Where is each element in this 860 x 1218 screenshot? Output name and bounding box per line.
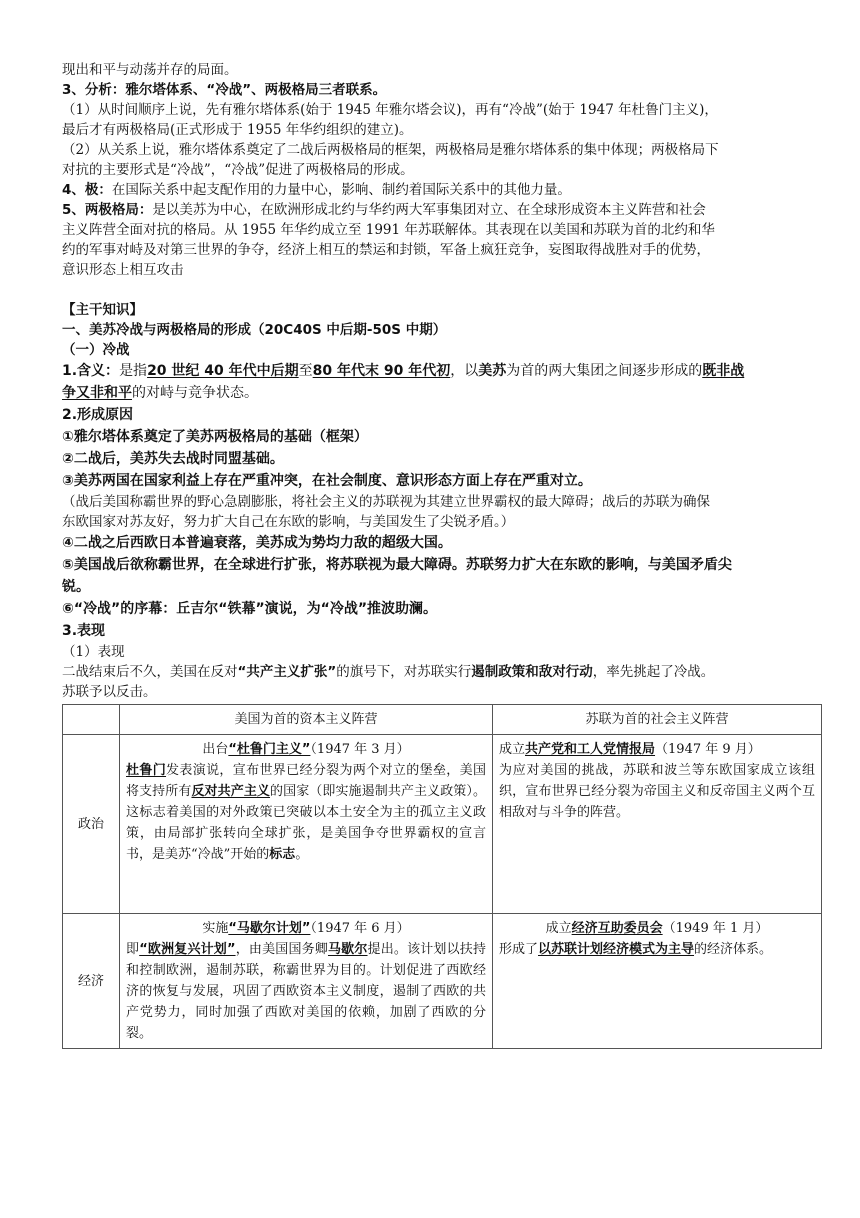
section-title: 【主干知识】 (62, 302, 143, 318)
show-para-2: 苏联予以反击。 (62, 684, 157, 700)
cause-3: ③美苏两国在国家利益上存在严重冲突，在社会制度、意识形态方面上存在严重对立。 (62, 473, 592, 489)
politics-us-body (126, 760, 486, 865)
cell-text: 。 (295, 847, 309, 862)
cause-5b: 锐。 (62, 579, 90, 595)
politics-su-heading (499, 739, 815, 760)
definition-line-1 (62, 360, 822, 382)
table-row-economy (63, 914, 822, 1049)
row-label-economy: 经济 (63, 914, 120, 1049)
cell-text: 形成了 (499, 942, 539, 957)
economy-us-heading (126, 918, 486, 939)
cause-3-note-1: （战后美国称霸世界的野心急剧膨胀，将社会主义的苏联视为其建立世界霸权的最大障碍；战后的苏联为确保 (62, 494, 710, 510)
def-text: 为首的两大集团之间逐步形成的 (506, 363, 703, 379)
comecon: 经济互助委员会 (571, 921, 663, 936)
heading-5 (62, 200, 822, 220)
heading-4-label: 4、极： (62, 182, 112, 198)
cell-key: 杜鲁门 (126, 763, 167, 778)
truman-doctrine: “杜鲁门主义” (228, 742, 311, 757)
politics-us-heading (126, 739, 486, 760)
economy-us-body (126, 939, 486, 1044)
politics-su-body: 为应对美国的挑战，苏联和波兰等东欧国家成立该组织，宣布世界已经分裂为帝国主义和反帝国主义两个互相敌对与斗争的阵营。 (499, 763, 815, 820)
heading-5-cont-2: 主义阵营全面对抗的格局。从 1955 年华约成立至 1991 年苏联解体。其表现在以美国和苏联为首的北约和华 (62, 222, 715, 238)
heading-4 (62, 180, 822, 200)
sub-1-title: （一）冷战 (62, 342, 130, 358)
cell-text: 提出。该计划以扶持和控制欧洲，遏制苏联，称霸世界为目的。计划促进了西欧经济的恢复与发展，巩固了西欧资本主义制度，遏制了西欧的共产党势力，同时加强了西欧对美国的依赖，加剧了西欧的分裂。 (126, 942, 486, 1041)
table-corner-cell (63, 705, 120, 735)
comparison-table (62, 704, 822, 1049)
cell-date: （1949 年 1 月） (662, 921, 769, 936)
col-us-header: 美国为首的资本主义阵营 (120, 705, 493, 735)
def-key-phrase: 既非战 (702, 363, 745, 379)
politics-us-cell (120, 735, 493, 914)
def-text: 至 (298, 363, 313, 379)
show-text: 的旗号下，对苏联实行 (336, 664, 472, 680)
table-row-politics (63, 735, 822, 914)
cell-text: 成立 (545, 921, 572, 936)
heading-3: 3、分析：雅尔塔体系、“冷战”、两极格局三者联系。 (62, 82, 387, 98)
para-2b: 对抗的主要形式是“冷战”，“冷战”促进了两极格局的形成。 (62, 162, 414, 178)
economy-su-body (499, 939, 815, 960)
cell-key: 标志 (269, 847, 296, 862)
show-text: 二战结束后不久，美国在反对 (62, 664, 238, 680)
cause-3-note-2: 东欧国家对苏友好，努力扩大自己在东欧的影响，与美国发生了尖锐矛盾。） (62, 514, 515, 530)
cause-1: ①雅尔塔体系奠定了美苏两极格局的基础（框架） (62, 429, 368, 445)
show-text: ，率先挑起了冷战。 (592, 664, 715, 680)
def-subject: 美苏 (478, 363, 507, 379)
show-title: 3.表现 (62, 623, 106, 639)
row-label-politics: 政治 (63, 735, 120, 914)
cominform: 共产党和工人党情报局 (525, 742, 656, 757)
col-su-header: 苏联为首的社会主义阵营 (493, 705, 822, 735)
heading-5-text1: 是以美苏为中心，在欧洲形成北约与华约两大军事集团对立、在全球形成资本主义阵营和社会 (152, 202, 706, 218)
cause-4: ④二战之后西欧日本普遍衰落，美苏成为势均力敌的超级大国。 (62, 535, 452, 551)
cell-date: （1947 年 3 月） (310, 742, 410, 757)
cell-text: ，由美国国务卿 (235, 942, 328, 957)
economy-su-cell (493, 914, 822, 1049)
document-page (62, 60, 822, 1049)
part-1-title: 一、美苏冷战与两极格局的形成（20C40S 中后期-50S 中期） (62, 322, 447, 338)
cell-key: 反对共产主义 (191, 784, 271, 799)
show-sub: （1）表现 (62, 644, 125, 660)
cause-title: 2.形成原因 (62, 407, 134, 423)
show-para-1 (62, 662, 822, 682)
para-1b: 最后才有两极格局(正式形成于 1955 年华约组织的建立)。 (62, 122, 413, 138)
def-period-end: 80 年代末 90 年代初 (312, 363, 451, 379)
cell-date: （1947 年 6 月） (310, 921, 410, 936)
cell-text: 的国家（即实施遏制共产主义政策）。这标志着美国的对外政策已突破以本土安全为主的孤立主义政策，由局部扩张转向全球扩张，是美国争夺世界霸权的宣言书，是美苏“冷战”开始的 (126, 784, 486, 862)
cell-text: 即 (126, 942, 140, 957)
def-text: 是指 (119, 363, 148, 379)
def-period-start: 20 世纪 40 年代中后期 (147, 363, 299, 379)
cause-5a: ⑤美国战后欲称霸世界，在全球进行扩张，将苏联视为最大障碍。苏联努力扩大在东欧的影响，与美国矛盾尖 (62, 557, 732, 573)
economy-su-heading (499, 918, 815, 939)
cell-text: 出台 (202, 742, 229, 757)
show-key: “共产主义扩张” (237, 664, 337, 680)
def-label: 1.含义： (62, 363, 120, 379)
def-text: ，以 (450, 363, 479, 379)
def-key-phrase-cont: 争又非和平 (62, 385, 132, 401)
politics-su-cell (493, 735, 822, 914)
heading-5-cont-4: 意识形态上相互攻击 (62, 262, 184, 278)
cell-text: 成立 (499, 742, 526, 757)
cell-text: 实施 (202, 921, 229, 936)
marshall-plan: “马歇尔计划” (228, 921, 311, 936)
heading-5-cont-3: 约的军事对峙及对第三世界的争夺，经济上相互的禁运和封锁，军备上疯狂竞争，妄图取得战胜对手的优势， (62, 242, 710, 258)
def-text: 的对峙与竞争状态。 (132, 385, 258, 401)
cell-key: 以苏联计划经济模式为主导 (538, 942, 695, 957)
para-1a: （1）从时间顺序上说，先有雅尔塔体系(始于 1945 年雅尔塔会议)，再有“冷战”(始于 1947 年杜鲁门主义)， (62, 102, 718, 118)
show-key: 遏制政策和敌对行动 (471, 664, 593, 680)
heading-5-label: 5、两极格局： (62, 202, 153, 218)
intro-line: 现出和平与动荡并存的局面。 (62, 62, 238, 78)
cell-text: 发表演说，宣布世界已经分裂为两个对立的堡垒，美国将支持所有 (126, 763, 486, 799)
para-2a: （2）从关系上说，雅尔塔体系奠定了二战后两极格局的框架，两极格局是雅尔塔体系的集中体现；两极格局下 (62, 142, 719, 158)
cause-2: ②二战后，美苏失去战时同盟基础。 (62, 451, 284, 467)
cell-key: 马歇尔 (327, 942, 368, 957)
cell-text: 的经济体系。 (694, 942, 773, 957)
cause-6: ⑥“冷战”的序幕：丘吉尔“铁幕”演说，为“冷战”推波助澜。 (62, 601, 438, 617)
cell-key: “欧洲复兴计划” (139, 942, 236, 957)
heading-4-text: 在国际关系中起支配作用的力量中心，影响、制约着国际关系中的其他力量。 (111, 182, 571, 198)
definition-line-2 (62, 382, 822, 404)
table-header-row (63, 705, 822, 735)
cell-date: （1947 年 9 月） (655, 742, 761, 757)
economy-us-cell (120, 914, 493, 1049)
